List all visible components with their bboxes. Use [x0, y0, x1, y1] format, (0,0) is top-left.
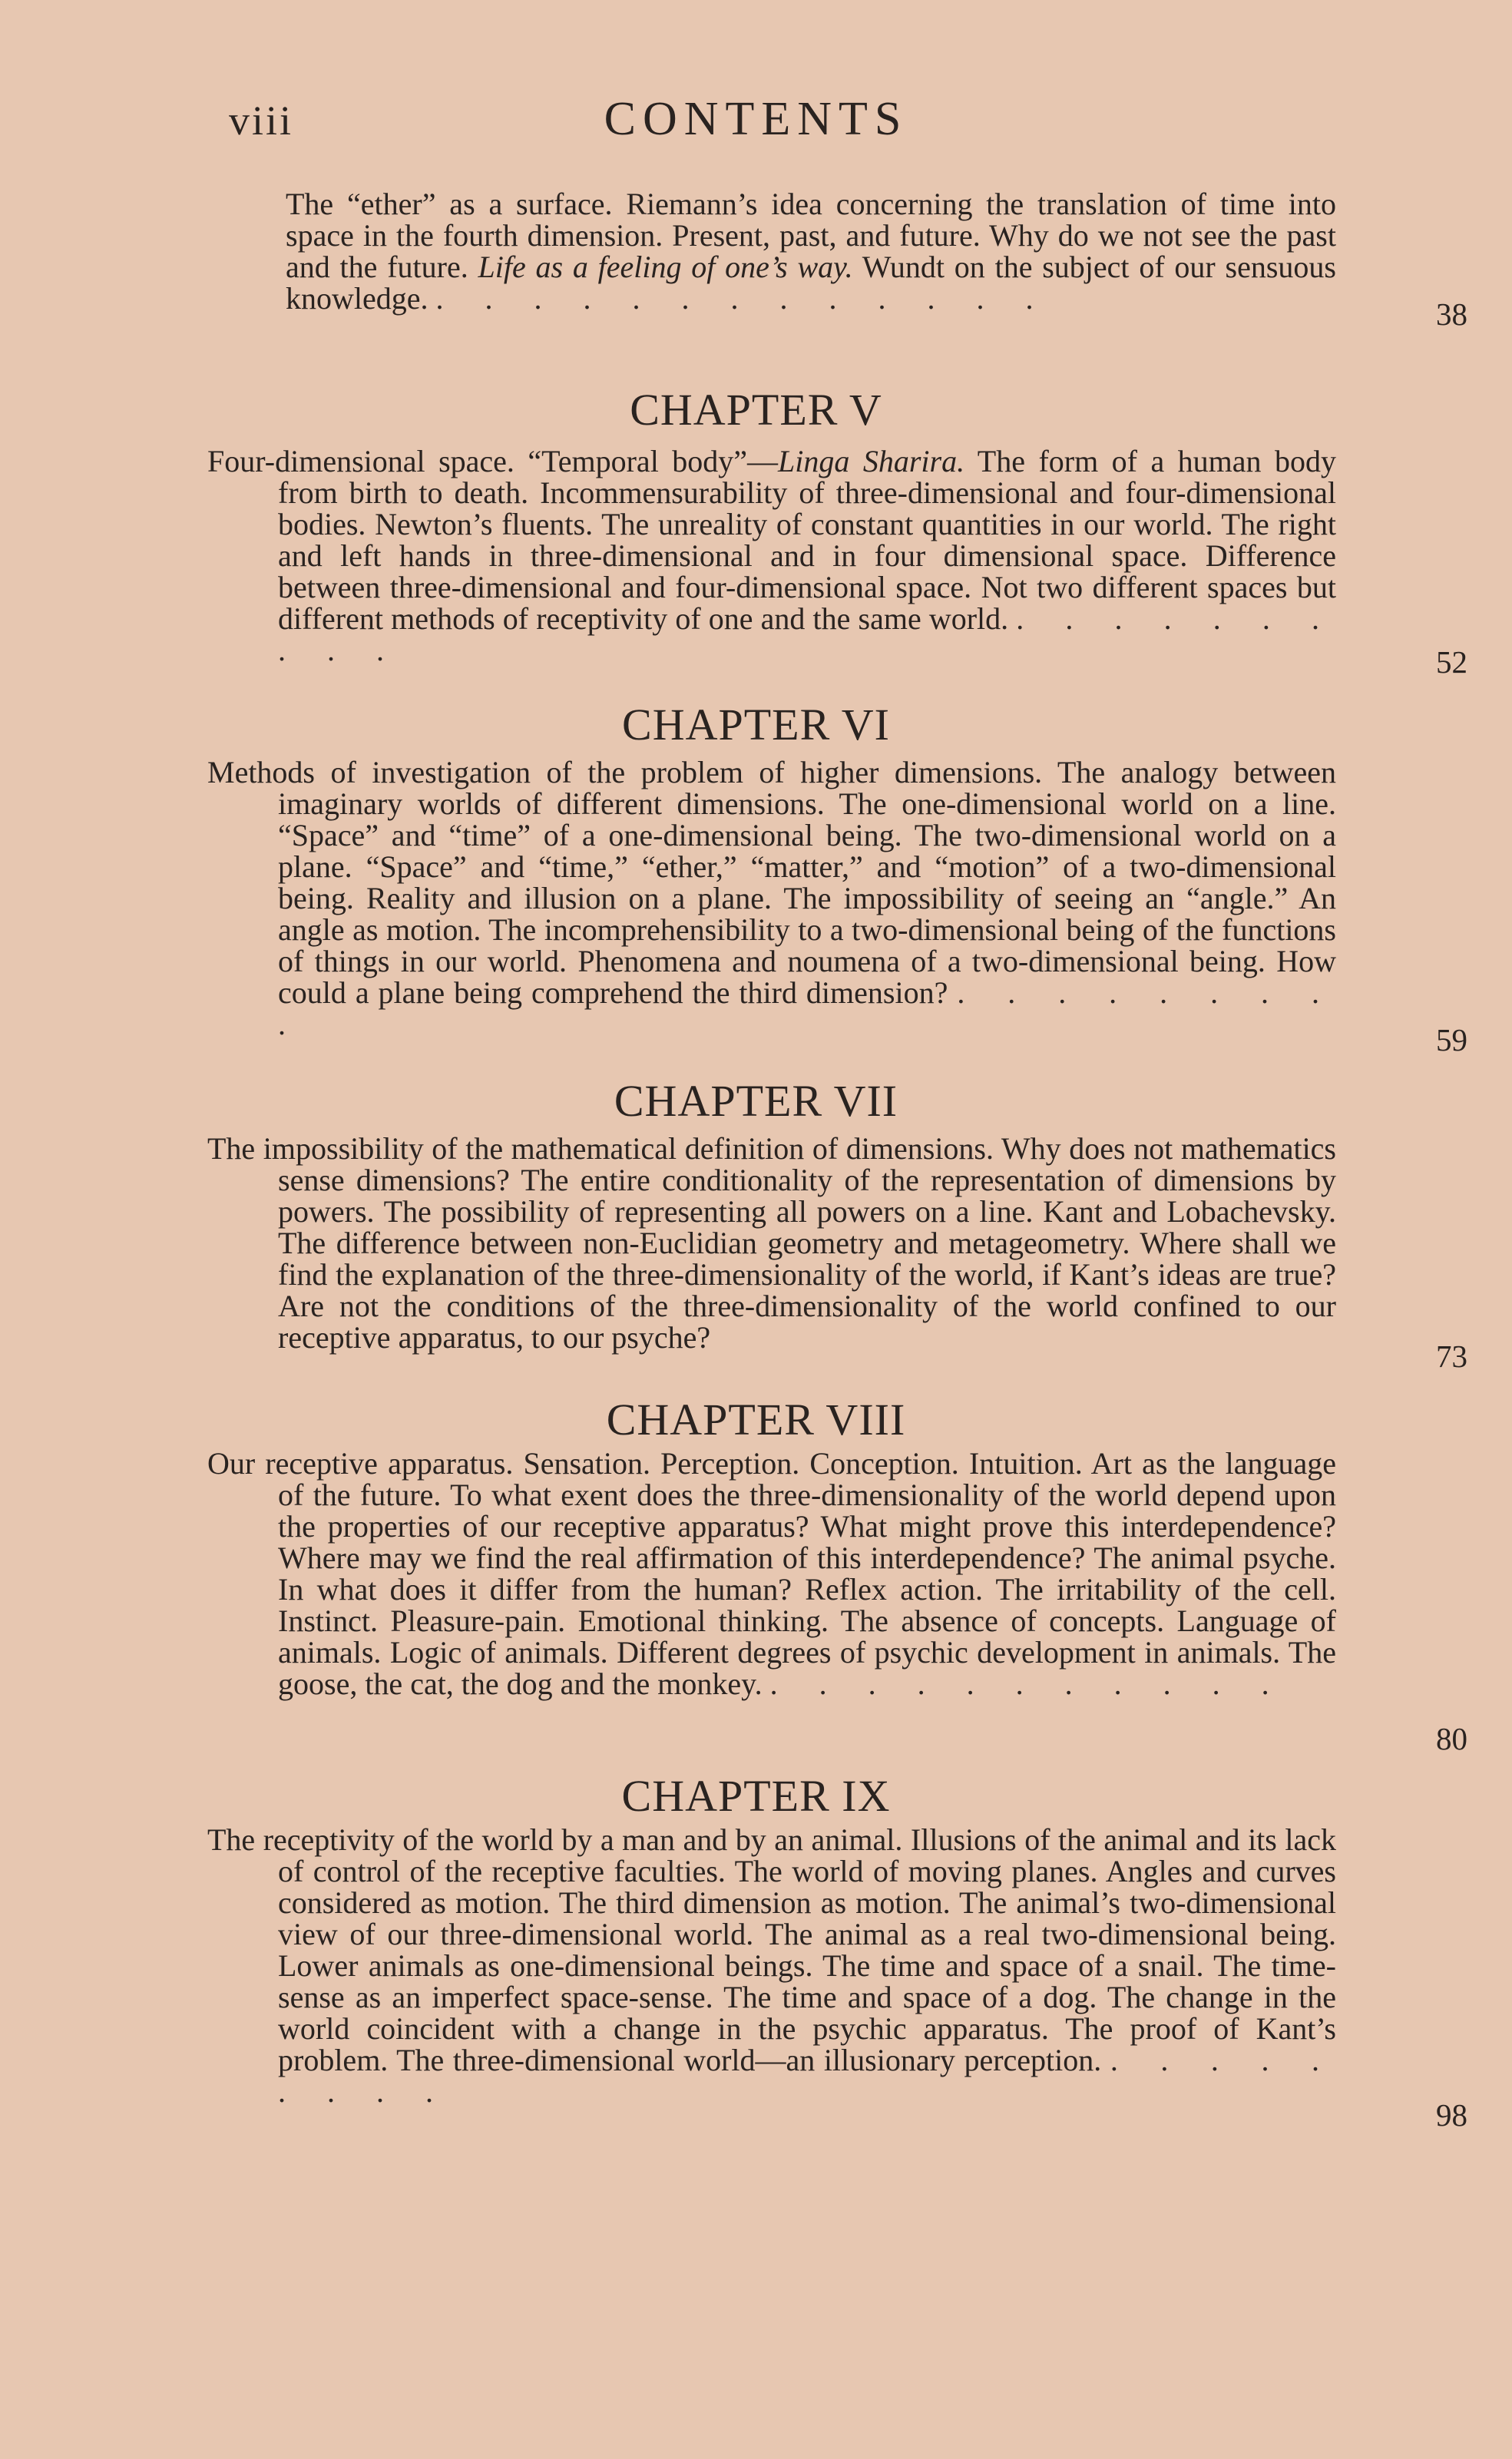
entry-text: Our receptive apparatus. Sensation. Perception. Conception. Intuition. Art as the language of the future. To what exent does the three-dimensionality of the world depend upon the properties of our receptive apparatus? What might prove this interdependence? Where may we find the real affirmation of this interdependence? The animal psyche. In what does it differ from the human? Reflex action. The irritability of the cell. Instinct. Pleasure-pain. Emotional thinking. The absence of concepts. Language of animals. Logic of animals. Different degrees of psychic development in animals. The goose, the cat, the dog and the monkey. — [207, 1446, 1336, 1701]
chapter-heading: CHAPTER IX — [621, 1771, 891, 1821]
chapter-heading: CHAPTER VII — [614, 1076, 898, 1126]
page-reference: 59 — [1436, 1022, 1467, 1057]
contents-entry — [207, 1448, 1421, 1699]
leader-dots: . . . . . . . . . — [278, 975, 1337, 1041]
contents-entry — [207, 445, 1421, 666]
page-reference: 52 — [1436, 644, 1467, 680]
contents-entry — [207, 1133, 1421, 1353]
page-reference: 38 — [1436, 296, 1467, 332]
entry-text: Four-dimensional space. “Temporal body”— — [207, 444, 779, 478]
contents-entry — [207, 1824, 1421, 2107]
page-title: CONTENTS — [604, 93, 908, 145]
entry-italic-text: Linga Sharira. — [778, 444, 965, 478]
leader-dots: . . . . . . . . . . — [278, 601, 1337, 667]
entry-italic-text: Life as a feeling of one’s way. — [478, 250, 853, 284]
contents-entry-continuation — [207, 188, 1421, 314]
entry-text: The receptivity of the world by a man and by an animal. Illusions of the animal and its lack of control of the receptive faculties. The world of moving planes. Angles and curves considered as motion. The third dimension as motion. The animal’s two-dimensional view of our three-dimensional world. The animal as a real two-dimensional being. Lower animals as one-dimensional beings. The time and space of a snail. The time-sense as an imperfect space-sense. The time and space of a dog. The change in the world coincident with a change in the psychic apparatus. The proof of Kant’s problem. The three-dimensional world—an illusionary perception. — [207, 1822, 1336, 2077]
page-reference: 98 — [1436, 2097, 1467, 2133]
chapter-heading: CHAPTER VI — [622, 700, 890, 750]
entry-text: The “ether” as a surface. Riemann’s idea concerning the translation of time into space in the fourth dimension. Present, past, and future. Why do we not see the past and the future. — [286, 187, 1336, 284]
page-header — [0, 92, 1512, 154]
entry-text: The impossibility of the mathematical definition of dimensions. Why does not mathematics sense dimensions? The entire conditionality of the representation of dimensions by powers. The possibility of representing all powers on a line. Kant and Lobachevsky. The difference between non-Euclidian geometry and metageometry. Where shall we find the explanation of the three-dimensionality of the world, if Kant’s ideas are true? Are not the conditions of the three-dimensionality of the world confined to our receptive apparatus, to our psyche? — [207, 1131, 1336, 1355]
contents-entry — [207, 756, 1421, 1040]
leader-dots: . . . . . . . . . — [278, 2043, 1336, 2109]
chapter-heading: CHAPTER VIII — [606, 1395, 906, 1445]
page-number: viii — [229, 98, 294, 144]
chapter-heading: CHAPTER V — [630, 385, 882, 435]
page-reference: 73 — [1436, 1339, 1467, 1374]
entry-text: Wundt on the subject of our sensuous knowledge. — [286, 250, 1336, 316]
entry-text: Methods of investigation of the problem of higher dimensions. The analogy between imaginary worlds of different dimensions. The one-dimensional world on a line. “Space” and “time” of a one-dimensional being. The two-dimensional world on a plane. “Space” and “time,” “ether,” “matter,” and “motion” of a two-dimensional being. Reality and illusion on a plane. The impossibility of seeing an “angle.” An angle as motion. The incomprehensibility to a two-dimensional being of the functions of things in our world. Phenomena and noumena of a two-dimensional being. How could a plane being comprehend the third dimension? — [207, 755, 1336, 1010]
entry-text: The form of a human body from birth to death. Incommensurability of three-dimensional and four-dimensional bodies. Newton’s fluents. The unreality of constant quantities in our world. The right and left hands in three-dimensional and in four dimensional space. Difference between three-dimensional and four-dimensional space. Not two different spaces but different methods of receptivity of one and the same world. — [278, 444, 1336, 636]
leader-dots: . . . . . . . . . . . — [769, 1666, 1286, 1701]
leader-dots: . . . . . . . . . . . . . — [435, 281, 1050, 316]
page-reference: 80 — [1436, 1721, 1467, 1756]
